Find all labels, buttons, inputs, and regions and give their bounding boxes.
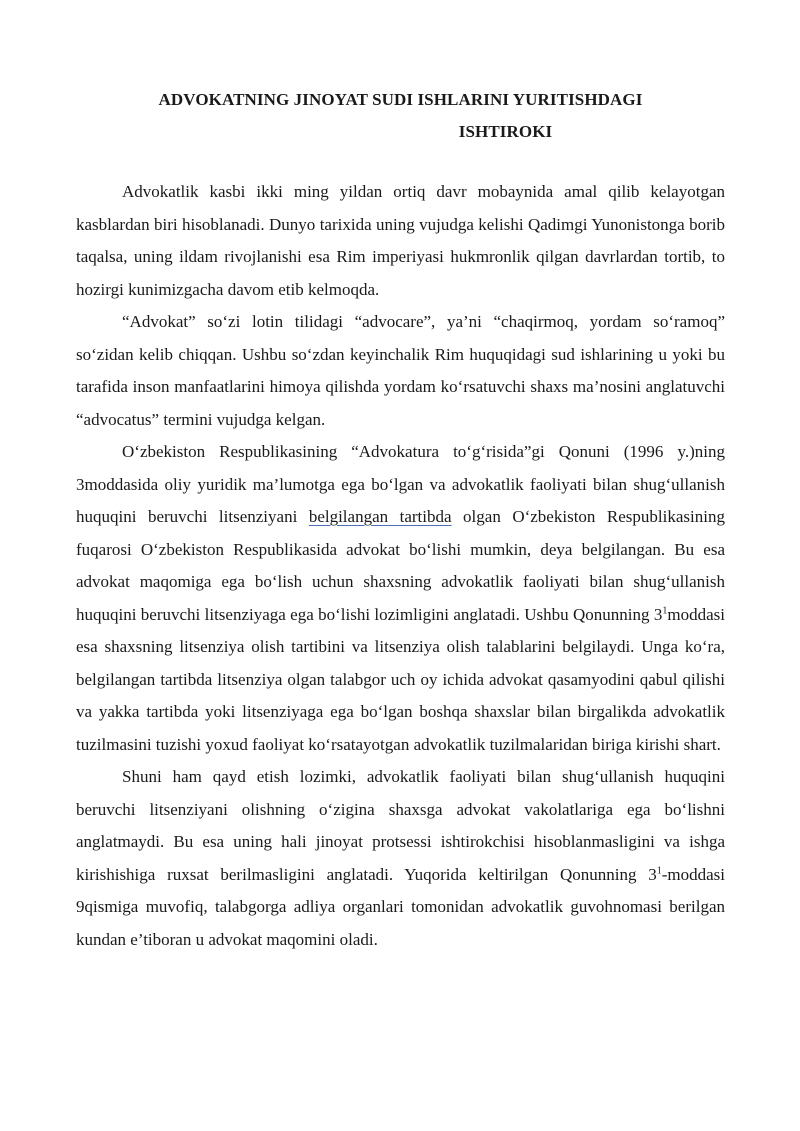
title-line-2: ISHTIROKI <box>458 122 553 141</box>
document-title <box>76 84 725 148</box>
article-superscript: 1 <box>662 604 668 616</box>
paragraph-4 <box>76 761 725 956</box>
paragraph-4-part-a: Shuni ham qayd etish lozimki, advokatlik faoliyati bilan shug‘ullanish huquqini beruvchi litsenziyani olishning o‘zigina shaxsga advokat vakolatlariga ega bo‘lishni anglatmaydi. Bu esa uning hali jinoyat protsessi ishtirokchisi hisoblanmasligini va ishga kirishishiga ruxsat berilmasligini anglatadi. Yuqorida keltirilgan Qonunning 3 <box>76 767 725 884</box>
paragraph-2: “Advokat” so‘zi lotin tilidagi “advocare”, ya’ni “chaqirmoq, yordam so‘ramoq” so‘zidan kelib chiqqan. Ushbu so‘zdan keyinchalik Rim huquqidagi sud ishlarining u yoki bu tarafida inson manfaatlarini himoya qilishda yordam ko‘rsatuvchi shaxs ma’nosini anglatuvchi “advocatus” termini vujudga kelgan. <box>76 312 725 429</box>
title-line-1: ADVOKATNING JINOYAT SUDI ISHLARINI YURITISHDAGI <box>158 90 643 109</box>
document-body <box>76 176 725 956</box>
article-superscript: 1 <box>656 864 662 876</box>
document-page <box>76 84 725 956</box>
paragraph-3-part-c: moddasi esa shaxsning litsenziya olish tartibini va litsenziya olish talablarini belgilaydi. Unga ko‘ra, belgilangan tartibda litsenziya olgan talabgor uch oy ichida advokat qasamyodini qabul qilishi va yakka tartibda yoki litsenziyaga ega bo‘lgan boshqa shaxslar bilan birgalikda advokatlik tuzilmasini tuzishi yoxud faoliyat ko‘rsatayotgan advokatlik tuzilmalaridan biriga kirishi shart. <box>76 604 725 754</box>
paragraph-1: Advokatlik kasbi ikki ming yildan ortiq davr mobaynida amal qilib kelayotgan kasblardan biri hisoblanadi. Dunyo tarixida uning vujudga kelishi Qadimgi Yunonistonga borib taqalsa, uning ildam rivojlanishi esa Rim imperiyasi hukmronlik qilgan davrlardan tortib, to hozirgi kunimizgacha davom etib kelmoqda. <box>76 182 725 299</box>
paragraph-3-part-a: O‘zbekiston Respublikasining “Advokatura to‘g‘risida”gi Qonuni (1996 y.)ning 3moddasida oliy yuridik ma’lumotga ega bo‘lgan va advokatlik faoliyati bilan shug‘ullanish huquqini beruvchi litsenziyani <box>76 442 725 526</box>
paragraph-3 <box>76 436 725 761</box>
belgilangan-tartibda-link[interactable]: belgilangan tartibda <box>308 507 452 526</box>
paragraph-4-part-b: -moddasi 9qismiga muvofiq, talabgorga adliya organlari tomonidan advokatlik guvohnomasi berilgan kundan e’tiboran u advokat maqomini oladi. <box>76 864 725 949</box>
paragraph-3-part-b: olgan O‘zbekiston Respublikasining fuqarosi O‘zbekiston Respublikasida advokat bo‘lishi mumkin, deya belgilangan. Bu esa advokat maqomiga ega bo‘lish uchun shaxsning advokatlik faoliyati bilan shug‘ullanish huquqini beruvchi litsenziyaga ega bo‘lishi lozimligini anglatadi. Ushbu Qonunning 3 <box>76 507 725 624</box>
